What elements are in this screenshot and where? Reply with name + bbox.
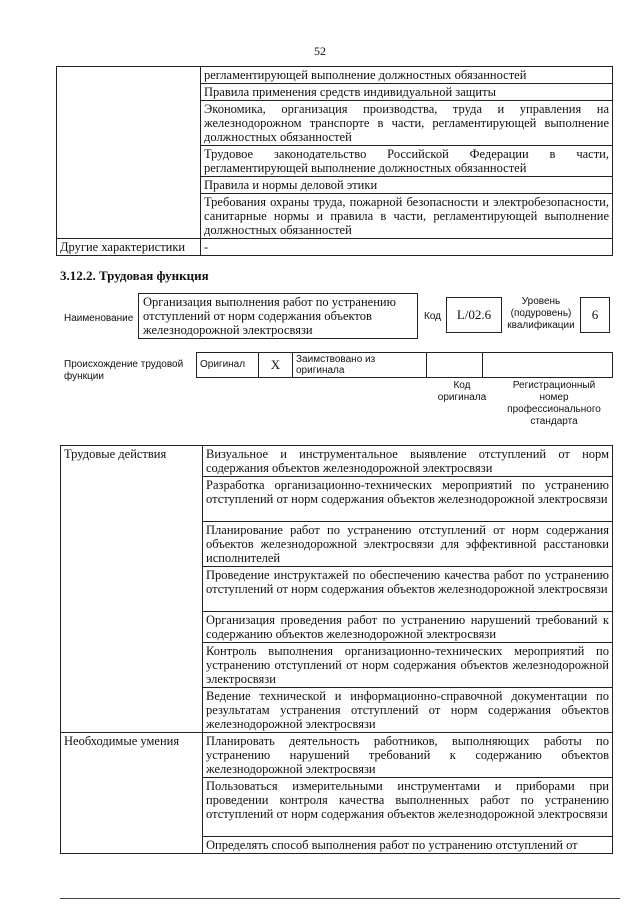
code-label: Код [424, 311, 442, 322]
table-cell: Разработка организационно-технических мероприятий по устранению отступлений от норм содержания объектов железнодорожной электросвязи [203, 477, 613, 522]
name-label: Наименование [64, 313, 134, 324]
origin-label: Происхождение трудовой функции [64, 359, 184, 382]
table-cell: Планирование работ по устранению отступлений от норм содержания объектов железнодорожной электросвязи для эффективной расстановки исполнителей [203, 522, 613, 567]
table-cell: Экономика, организация производства, труда и управления на железнодорожном транспорте в части, регламентирующей выполнение должностных обязанностей [201, 101, 613, 146]
table-cell-label: Другие характеристики [57, 239, 201, 256]
original-mark: X [259, 353, 293, 378]
group-label-actions: Трудовые действия [61, 446, 203, 733]
level-value-box [580, 297, 610, 333]
origin-table [196, 352, 613, 378]
table-cell: Планировать деятельность работников, выполняющих работы по устранению нарушений требований к содержанию объектов железнодорожной электросвязи [203, 733, 613, 778]
table-cell: Контроль выполнения организационно-технических мероприятий по устранению отступлений от норм содержания объектов железнодорожной электросвязи [203, 643, 613, 688]
code-value: L/02.6 [456, 307, 492, 322]
table-cell: Пользоваться измерительными инструментами и приборами при проведении контроля качества выполненных работ по устранению отступлений от норм содержания объектов железнодорожной электросвязи [203, 778, 613, 837]
function-name: Организация выполнения работ по устранению отступлений от норм содержания объектов железнодорожной электросвязи [143, 295, 396, 337]
table-cell: Правила применения средств индивидуальной защиты [201, 84, 613, 101]
table-cell: Определять способ выполнения работ по устранению отступлений от [203, 837, 613, 854]
table-row [61, 733, 613, 778]
table-cell: Проведение инструктажей по обеспечению качества работ по устранению отступлений от норм содержания объектов железнодорожной электросвязи [203, 567, 613, 612]
table-cell-empty [57, 67, 201, 239]
level-value: 6 [591, 307, 599, 322]
level-label: Уровень (подуровень) квалификации [507, 296, 575, 331]
table-cell: Требования охраны труда, пожарной безопасности и электробезопасности, санитарные нормы и правила в части, регламентирующей выполнение должностных обязанностей [201, 194, 613, 239]
function-name-box [138, 293, 418, 339]
borrowed-label: Заимствовано из оригинала [293, 353, 427, 378]
table-cell: - [201, 239, 613, 256]
table-cell: Правила и нормы деловой этики [201, 177, 613, 194]
table-cell: Ведение технической и информационно-справочной документации по результатам устранения отступлений от норм содержания объектов железнодорожной электросвязи [203, 688, 613, 733]
code-value-box [446, 297, 502, 333]
table-cell-empty [427, 353, 483, 378]
main-table [60, 445, 613, 854]
reg-number-label: Регистрационный номер профессионального стандарта [507, 380, 601, 427]
original-label: Оригинал [197, 353, 259, 378]
table-cell: регламентирующей выполнение должностных обязанностей [201, 67, 613, 84]
table-cell: Визуальное и инструментальное выявление отступлений от норм содержания объектов железнодорожной электросвязи [203, 446, 613, 477]
table-cell: Организация проведения работ по устранению нарушений требований к содержанию объектов железнодорожной электросвязи [203, 612, 613, 643]
page-number: 52 [314, 44, 326, 58]
table-cell: Трудовое законодательство Российской Федерации в части, регламентирующей выполнение должностных обязанностей [201, 146, 613, 177]
top-table [56, 66, 613, 256]
table-cell-empty [483, 353, 613, 378]
table-row [197, 353, 613, 378]
code-original-label: Код оригинала [437, 380, 487, 403]
table-row [57, 67, 613, 84]
table-row [61, 446, 613, 477]
group-label-skills: Необходимые умения [61, 733, 203, 854]
table-row [57, 239, 613, 256]
section-title: 3.12.2. Трудовая функция [60, 268, 209, 283]
page-bottom-edge [60, 898, 620, 899]
